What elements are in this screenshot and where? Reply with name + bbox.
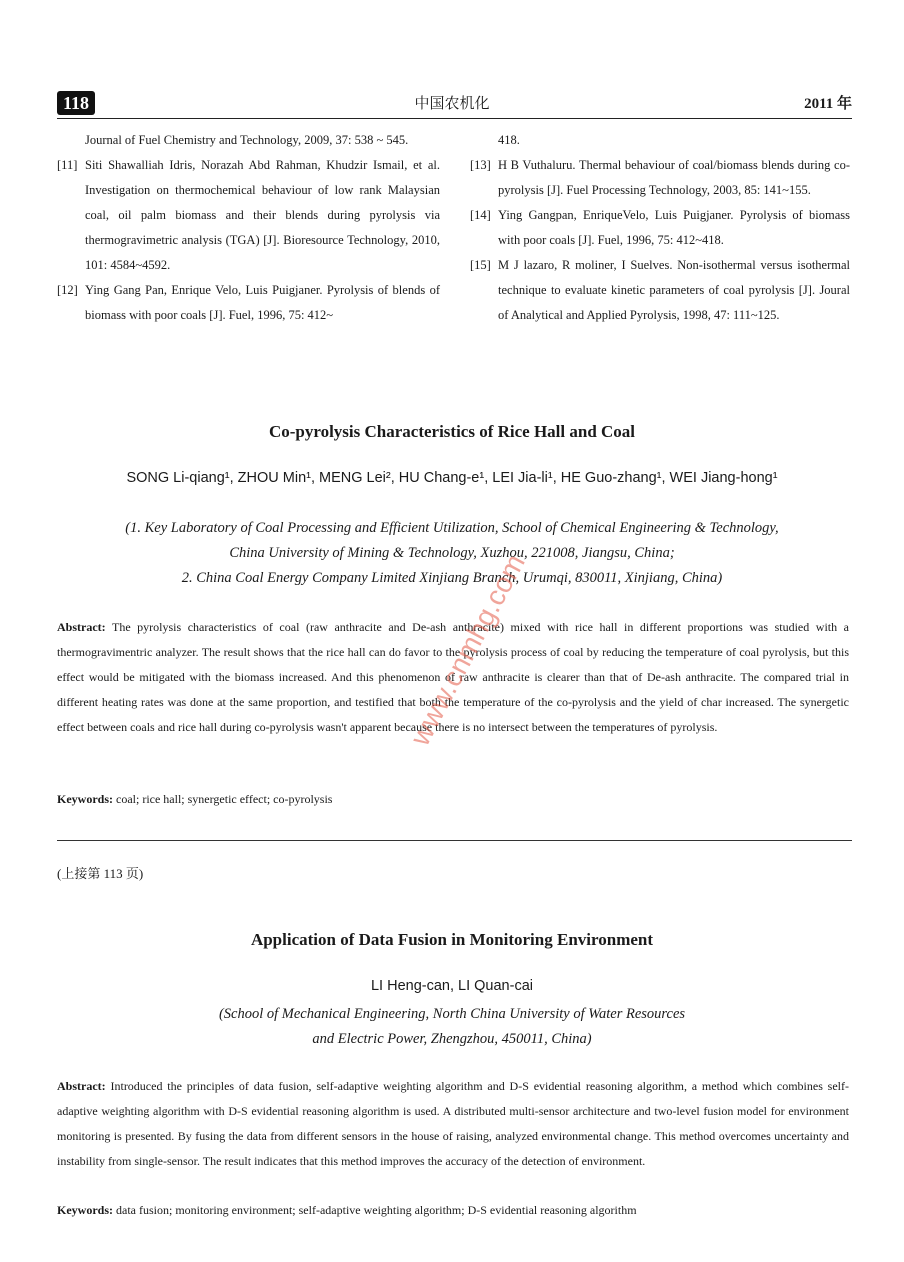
watermark: www.cnmhg.com <box>404 549 531 751</box>
keywords-text: data fusion; monitoring environment; self-adaptive weighting algorithm; D-S evidential reasoning algorithm <box>116 1203 637 1217</box>
reference-number: [12] <box>57 283 78 297</box>
abstract-label: Abstract: <box>57 1079 106 1093</box>
reference-text: Siti Shawalliah Idris, Norazah Abd Rahman, Khudzir Ismail, et al. Investigation on thermochemical behaviour of low rank Malaysian coal, oil palm biomass and their blends during pyrolysis via thermogravimetric analysis (TGA) [J]. Bioresource Technology, 2010, 101: 4584~4592. <box>85 158 440 272</box>
reference-text: 418. <box>498 133 520 147</box>
reference-text: Ying Gang Pan, Enrique Velo, Luis Puigjaner. Pyrolysis of blends of biomass with poor coals [J]. Fuel, 1996, 75: 412~ <box>85 283 440 322</box>
section-divider <box>57 840 852 841</box>
reference-text: Journal of Fuel Chemistry and Technology, 2009, 37: 538 ~ 545. <box>85 133 409 147</box>
article1-affiliation-line3: 2. China Coal Energy Company Limited Xinjiang Branch, Urumqi, 830011, Xinjiang, China) <box>181 570 723 586</box>
reference-item <box>57 153 440 278</box>
keywords-label: Keywords: <box>57 792 113 806</box>
article2-title: Application of Data Fusion in Monitoring Environment <box>250 930 654 949</box>
article2-abstract <box>57 1074 849 1174</box>
year: 2011 年 <box>804 96 852 112</box>
reference-item <box>57 278 440 328</box>
reference-item <box>470 253 850 328</box>
references-right-column <box>470 128 850 328</box>
reference-number <box>57 128 85 153</box>
article1-affiliation-line1: (1. Key Laboratory of Coal Processing and Efficient Utilization, School of Chemical Engineering & Technology, <box>125 520 779 536</box>
reference-item <box>470 153 850 203</box>
keywords-label: Keywords: <box>57 1203 113 1217</box>
reference-item <box>57 128 440 153</box>
journal-name: 中国农机化 <box>414 94 490 112</box>
abstract-label: Abstract: <box>57 620 106 634</box>
abstract-text: Introduced the principles of data fusion, self-adaptive weighting algorithm and D-S evidential reasoning algorithm, a method which combines self-adaptive weighting algorithm with D-S evidential reasoning algorithm is used. A distributed multi-sensor architecture and two-level fusion model for environment monitoring is presented. By fusing the data from different sensors in the house of raising, analyzed environmental change. This method overcomes uncertainty and instability from single-sensor. The result indicates that this method improves the accuracy of the detection of environment. <box>57 1079 850 1168</box>
reference-number: [14] <box>470 208 491 222</box>
reference-text: H B Vuthaluru. Thermal behaviour of coal/biomass blends during co-pyrolysis [J]. Fuel Processing Technology, 2003, 85: 141~155. <box>498 158 850 197</box>
article1-authors: SONG Li-qiang¹, ZHOU Min¹, MENG Lei², HU Chang-e¹, LEI Jia-li¹, HE Guo-zhang¹, WEI Jiang-hong¹ <box>126 470 778 486</box>
article1-title: Co-pyrolysis Characteristics of Rice Hall and Coal <box>268 422 636 441</box>
reference-number: [15] <box>470 258 491 272</box>
reference-number: [13] <box>470 158 491 172</box>
reference-number: [11] <box>57 158 78 172</box>
article2-authors: LI Heng-can, LI Quan-cai <box>370 978 533 994</box>
reference-text: M J lazaro, R moliner, I Suelves. Non-isothermal versus isothermal technique to evaluate kinetic parameters of coal pyrolysis [J]. Joural of Analytical and Applied Pyrolysis, 1998, 47: 111~125. <box>498 258 850 322</box>
article2-affiliation-line1: (School of Mechanical Engineering, North China University of Water Resources <box>218 1006 686 1022</box>
article2-affiliation-line2: and Electric Power, Zhengzhou, 450011, China) <box>312 1031 592 1047</box>
reference-item <box>470 128 850 153</box>
abstract-text: The pyrolysis characteristics of coal (raw anthracite and De-ash anthracite) mixed with rice hall in different proportions was studied with a thermogravimentric analyzer. The result shows that the rice hall can do favor to the pyrolysis process of coal by reducing the temperature of coal pyrolysis, but this effect would be mitigated with the biomass increased. And this phenomenon of raw anthracite is clearer than that of De-ash anthracite. The compared trial in different heating rates was done at the same proportion, and testified that both the temperature of the co-pyrolysis and the yield of char increased. The synergetic effect between coals and rice hall during co-pyrolysis wasn't apparent because there is no intersect between the temperatures of pyrolysis. <box>57 620 849 734</box>
article2-keywords <box>57 1203 849 1218</box>
reference-item <box>470 203 850 253</box>
keywords-text: coal; rice hall; synergetic effect; co-pyrolysis <box>116 792 333 806</box>
page-number: 118 <box>57 91 95 115</box>
header-rule <box>57 118 852 119</box>
references-left-column <box>57 128 440 328</box>
continued-note: (上接第 113 页) <box>57 866 144 881</box>
reference-number <box>470 128 498 153</box>
article1-affiliation-line2: China University of Mining & Technology, Xuzhou, 221008, Jiangsu, China; <box>229 545 675 561</box>
reference-text: Ying Gangpan, EnriqueVelo, Luis Puigjaner. Pyrolysis of biomass with poor coals [J]. Fuel, 1996, 75: 412~418. <box>498 208 850 247</box>
